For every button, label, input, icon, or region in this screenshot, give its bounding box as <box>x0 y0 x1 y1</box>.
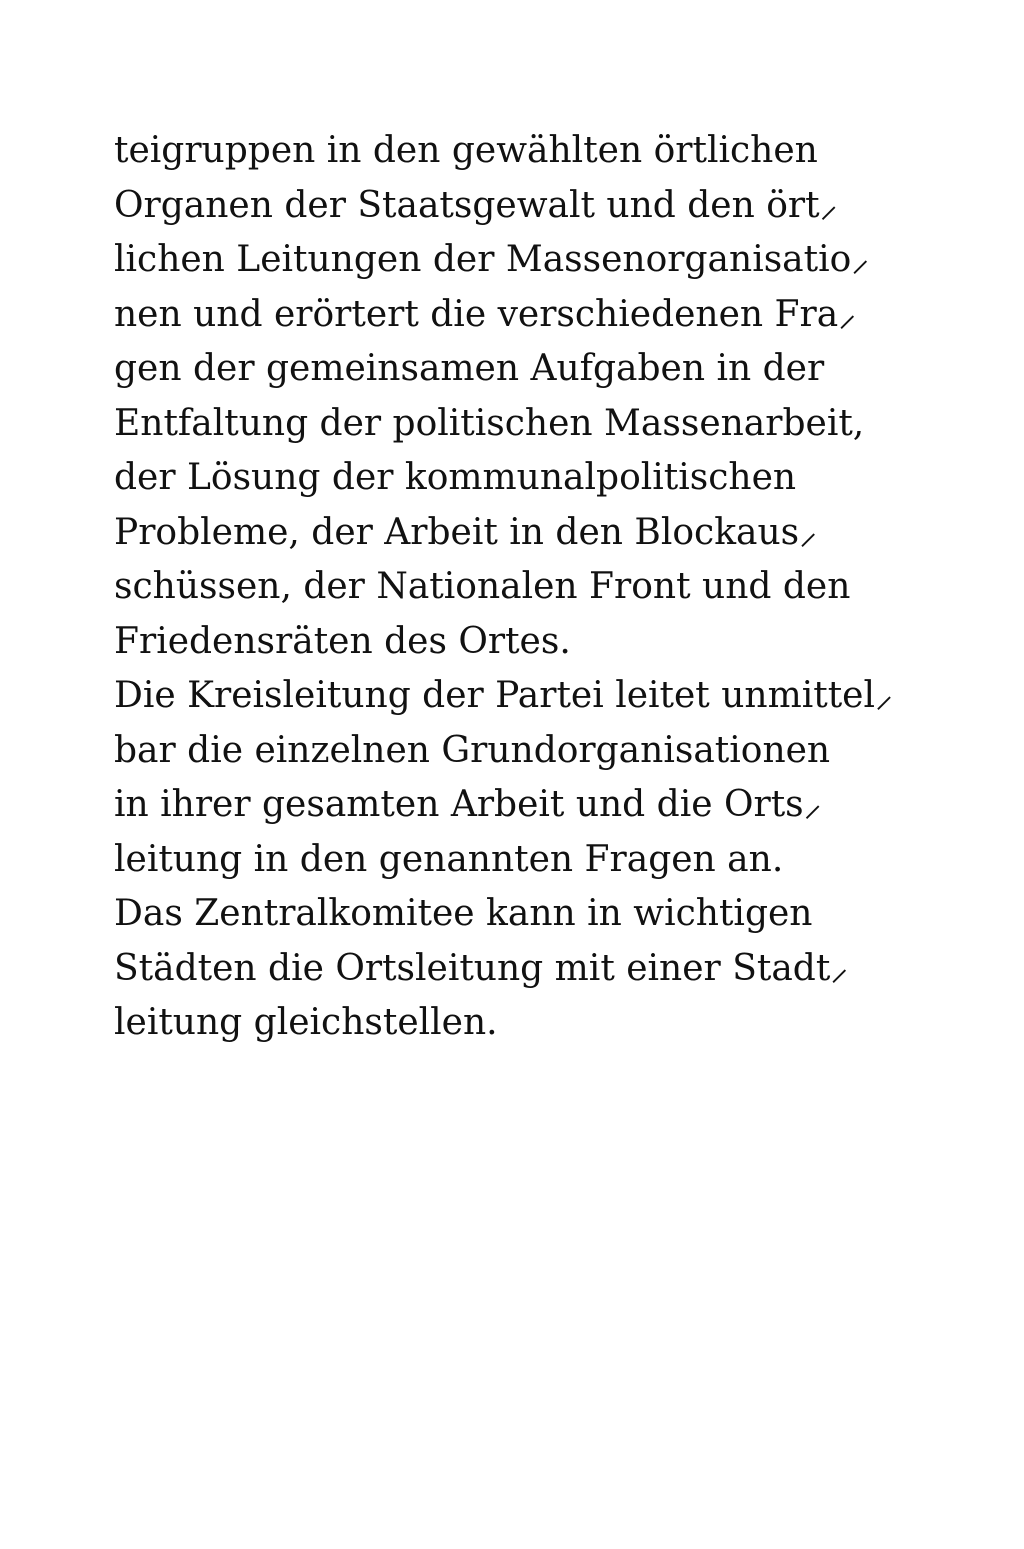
text-line: Städten die Ortsleitung mit einer Stadt⸝ <box>114 947 849 989</box>
hyphen-mark: ⸝ <box>799 511 818 553</box>
text-line: der Lösung der kommunalpolitischen <box>114 457 797 498</box>
text-line: Entfaltung der politischen Massenarbeit, <box>114 402 865 444</box>
text-line: teigruppen in den gewählten örtlichen <box>114 130 818 171</box>
hyphen-mark: ⸝ <box>838 293 857 335</box>
text-line: bar die einzelnen Grundorganisationen <box>114 729 831 771</box>
text-line: leitung in den genannten Fragen an. <box>114 838 784 880</box>
text-line: schüssen, der Nationalen Front und den <box>114 566 851 607</box>
text-line: Das Zentralkomitee kann in wichtigen <box>114 893 813 934</box>
hyphen-mark: ⸝ <box>830 947 849 989</box>
text-line: in ihrer gesamten Arbeit und die Orts⸝ <box>114 784 822 825</box>
hyphen-mark: ⸝ <box>851 239 870 280</box>
text-line: Die Kreisleitung der Partei leitet unmittel⸝ <box>114 675 893 716</box>
text-line: lichen Leitungen der Massenorganisatio⸝ <box>114 239 870 280</box>
text-line: Friedensräten des Ortes. <box>114 620 571 662</box>
body-text <box>114 124 893 1051</box>
hyphen-mark: ⸝ <box>874 675 893 716</box>
text-line: Probleme, der Arbeit in den Blockaus⸝ <box>114 511 818 553</box>
text-line: gen der gemeinsamen Aufgaben in der <box>114 348 825 389</box>
text-line: leitung gleichstellen. <box>114 1002 498 1043</box>
text-line: Organen der Staatsgewalt und den ört⸝ <box>114 184 838 226</box>
hyphen-mark: ⸝ <box>819 184 838 226</box>
text-line: nen und erörtert die verschiedenen Fra⸝ <box>114 293 857 335</box>
hyphen-mark: ⸝ <box>803 784 822 825</box>
